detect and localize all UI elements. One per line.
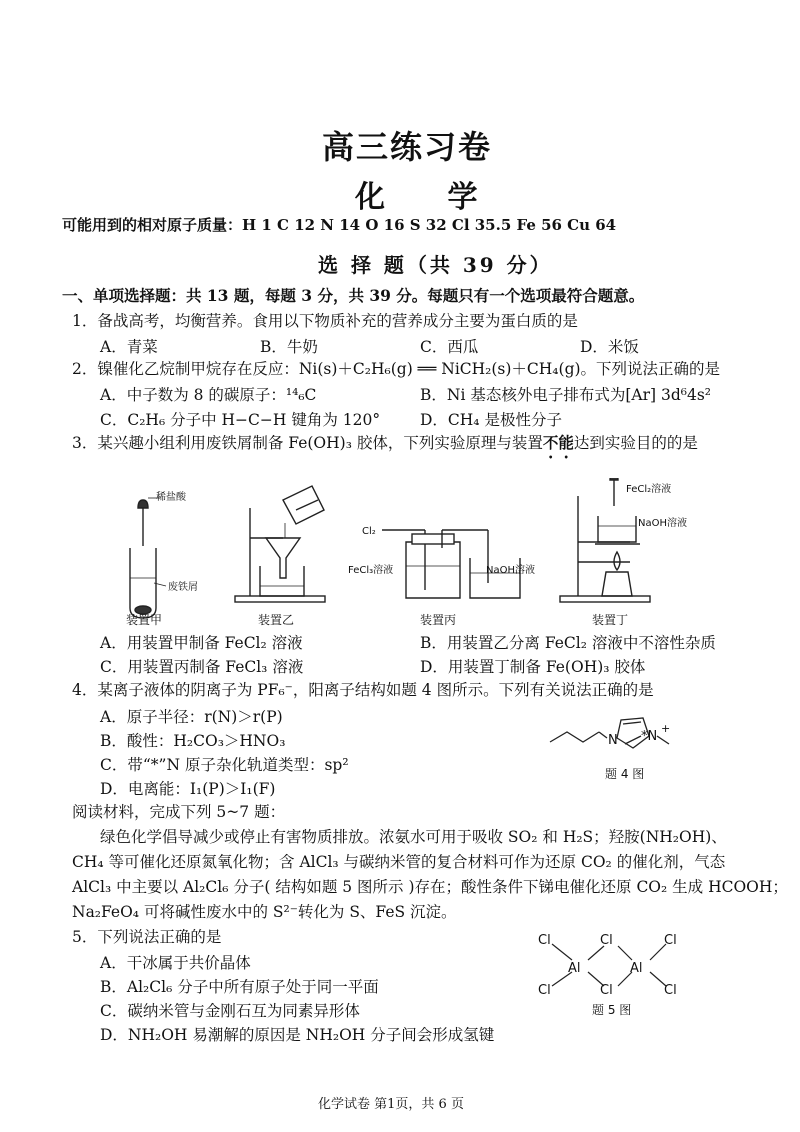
- atomic-masses: 可能用到的相对原子质量：H 1 C 12 N 14 O 16 S 32 Cl 35.5 Fe 56 Cu 64: [62, 216, 617, 234]
- page-title: 高三练习卷: [322, 128, 493, 166]
- section-title: 选 择 题（共 39 分）: [318, 253, 553, 277]
- q3-option-c: C．用装置丙制备 FeCl₃ 溶液: [100, 658, 304, 676]
- q3-stem-emphasis: 不能: [542, 433, 574, 452]
- cl-atom-1: Cl: [538, 933, 551, 948]
- q3-stem: [72, 432, 698, 462]
- caption-apparatus-b: 装置乙: [258, 613, 295, 627]
- q2-option-d: D．CH₄ 是极性分子: [420, 411, 562, 429]
- n-star-atom: *N: [641, 729, 658, 744]
- dropper-bulb-d: [610, 478, 618, 480]
- q2-stem: 2．镍催化乙烷制甲烷存在反应：Ni(s)＋C₂H₆(g) ══ NiCH₂(s)＋CH₄(g)。下列说法正确的是: [72, 360, 721, 378]
- q4-figure-caption: 题 4 图: [605, 767, 645, 781]
- reading-line-1: 绿色化学倡导减少或停止有害物质排放。浓氨水可用于吸收 SO₂ 和 H₂S；羟胺(NH₂OH)、: [100, 828, 727, 846]
- q1-option-c: C．西瓜: [420, 338, 479, 356]
- beaker-b: [260, 566, 304, 596]
- q5-figure-caption: 题 5 图: [592, 1003, 632, 1017]
- label-cl2: Cl₂: [362, 526, 376, 537]
- label-fecl2-solution-d: FeCl₂溶液: [626, 484, 672, 495]
- q3-option-d: D．用装置丁制备 Fe(OH)₃ 胶体: [420, 658, 646, 676]
- reading-line-3: AlCl₃ 中主要以 Al₂Cl₆ 分子( 结构如题 5 图所示 )存在；酸性条件下锑电催化还原 CO₂ 生成 HCOOH；: [72, 878, 788, 896]
- q4-option-b: B．酸性：H₂CO₃＞HNO₃: [100, 732, 286, 750]
- q4-cation-structure: [545, 700, 705, 785]
- beaker-d: [598, 516, 636, 542]
- q5-stem: 5．下列说法正确的是: [72, 928, 222, 946]
- n-atom: N: [608, 733, 618, 748]
- q5-option-a: A．干冰属于共价晶体: [100, 954, 251, 972]
- funnel: [266, 538, 300, 578]
- q3-apparatus-figure: [90, 478, 710, 628]
- flame: [614, 552, 620, 570]
- dropper-bulb-a: [138, 500, 148, 508]
- plus-sign: +: [661, 722, 671, 735]
- caption-apparatus-c: 装置丙: [420, 613, 457, 627]
- label-dilute-acid: 稀盐酸: [156, 492, 186, 503]
- q1-option-a: A．青菜: [100, 338, 158, 356]
- label-iron-scrap: 废铁屑: [168, 582, 198, 593]
- q1-option-b: B．牛奶: [260, 338, 318, 356]
- label-naoh-solution-d: NaOH溶液: [638, 518, 687, 529]
- cl-atom-6: Cl: [664, 983, 677, 998]
- q2-option-a: A．中子数为 8 的碳原子：¹⁴₆C: [100, 386, 317, 404]
- cl-atom-5: Cl: [664, 933, 677, 948]
- reading-line-4: Na₂FeO₄ 可将碱性废水中的 S²⁻转化为 S、FeS 沉淀。: [72, 903, 457, 921]
- subject-title: 化 学: [355, 180, 504, 215]
- page-footer: 化学试卷 第1页，共 6 页: [318, 1097, 464, 1112]
- instructions: 一、单项选择题：共 13 题，每题 3 分，共 39 分。每题只有一个选项最符合题意。: [62, 286, 645, 305]
- pouring-beaker: [283, 486, 324, 524]
- al-atom-2: Al: [630, 961, 643, 976]
- caption-apparatus-a: 装置甲: [126, 613, 163, 627]
- q2-option-c: C．C₂H₆ 分子中 H−C−H 键角为 120°: [100, 411, 381, 429]
- beaker-c: [470, 558, 520, 598]
- q4-option-d: D．电离能：I₁(P)＞I₁(F): [100, 780, 276, 798]
- cl-atom-3: Cl: [600, 933, 613, 948]
- q1-stem: 1．备战高考，均衡营养。食用以下物质补充的营养成分主要为蛋白质的是: [72, 312, 578, 330]
- q5-option-c: C．碳纳米管与金刚石互为同素异形体: [100, 1002, 360, 1020]
- methyl-bond: [657, 736, 669, 744]
- q2-option-b: B．Ni 基态核外电子排布式为[Ar] 3d⁶4s²: [420, 386, 711, 404]
- label-fecl3-solution: FeCl₃溶液: [348, 565, 394, 576]
- q3-option-a: A．用装置甲制备 FeCl₂ 溶液: [100, 634, 303, 652]
- q1-option-d: D．米饭: [580, 338, 639, 356]
- label-naoh-solution-c: NaOH溶液: [486, 565, 535, 576]
- caption-apparatus-d: 装置丁: [592, 613, 629, 627]
- q4-option-c: C．带“*”N 原子杂化轨道类型：sp²: [100, 756, 349, 774]
- q5-option-b: B．Al₂Cl₆ 分子中所有原子处于同一平面: [100, 978, 379, 996]
- reading-intro: 阅读材料，完成下列 5~7 题：: [72, 803, 286, 821]
- stand-base-b: [235, 596, 325, 602]
- reading-line-2: CH₄ 等可催化还原氮氧化物；含 AlCl₃ 与碳纳米管的复合材料可作为还原 CO₂ 的催化剂，气态: [72, 853, 726, 871]
- q3-stem-before: 3．某兴趣小组利用废铁屑制备 Fe(OH)₃ 胶体，下列实验原理与装置: [72, 434, 543, 452]
- butyl-chain: [550, 732, 599, 742]
- cl-atom-4: Cl: [600, 983, 613, 998]
- stand-base-d: [560, 596, 650, 602]
- gas-wash-bottle: [406, 542, 460, 598]
- al-atom-1: Al: [568, 961, 581, 976]
- q5-option-d: D．NH₂OH 易潮解的原因是 NH₂OH 分子间会形成氢键: [100, 1026, 495, 1044]
- q3-option-b: B．用装置乙分离 FeCl₂ 溶液中不溶性杂质: [420, 634, 716, 652]
- q5-al2cl6-structure: [530, 928, 695, 1018]
- burner: [602, 572, 632, 596]
- q4-option-a: A．原子半径：r(N)＞r(P): [100, 708, 283, 726]
- q3-stem-after: 达到实验目的的是: [573, 434, 698, 452]
- q4-stem: 4．某离子液体的阴离子为 PF₆⁻，阳离子结构如题 4 图所示。下列有关说法正确的是: [72, 681, 654, 699]
- cl-atom-2: Cl: [538, 983, 551, 998]
